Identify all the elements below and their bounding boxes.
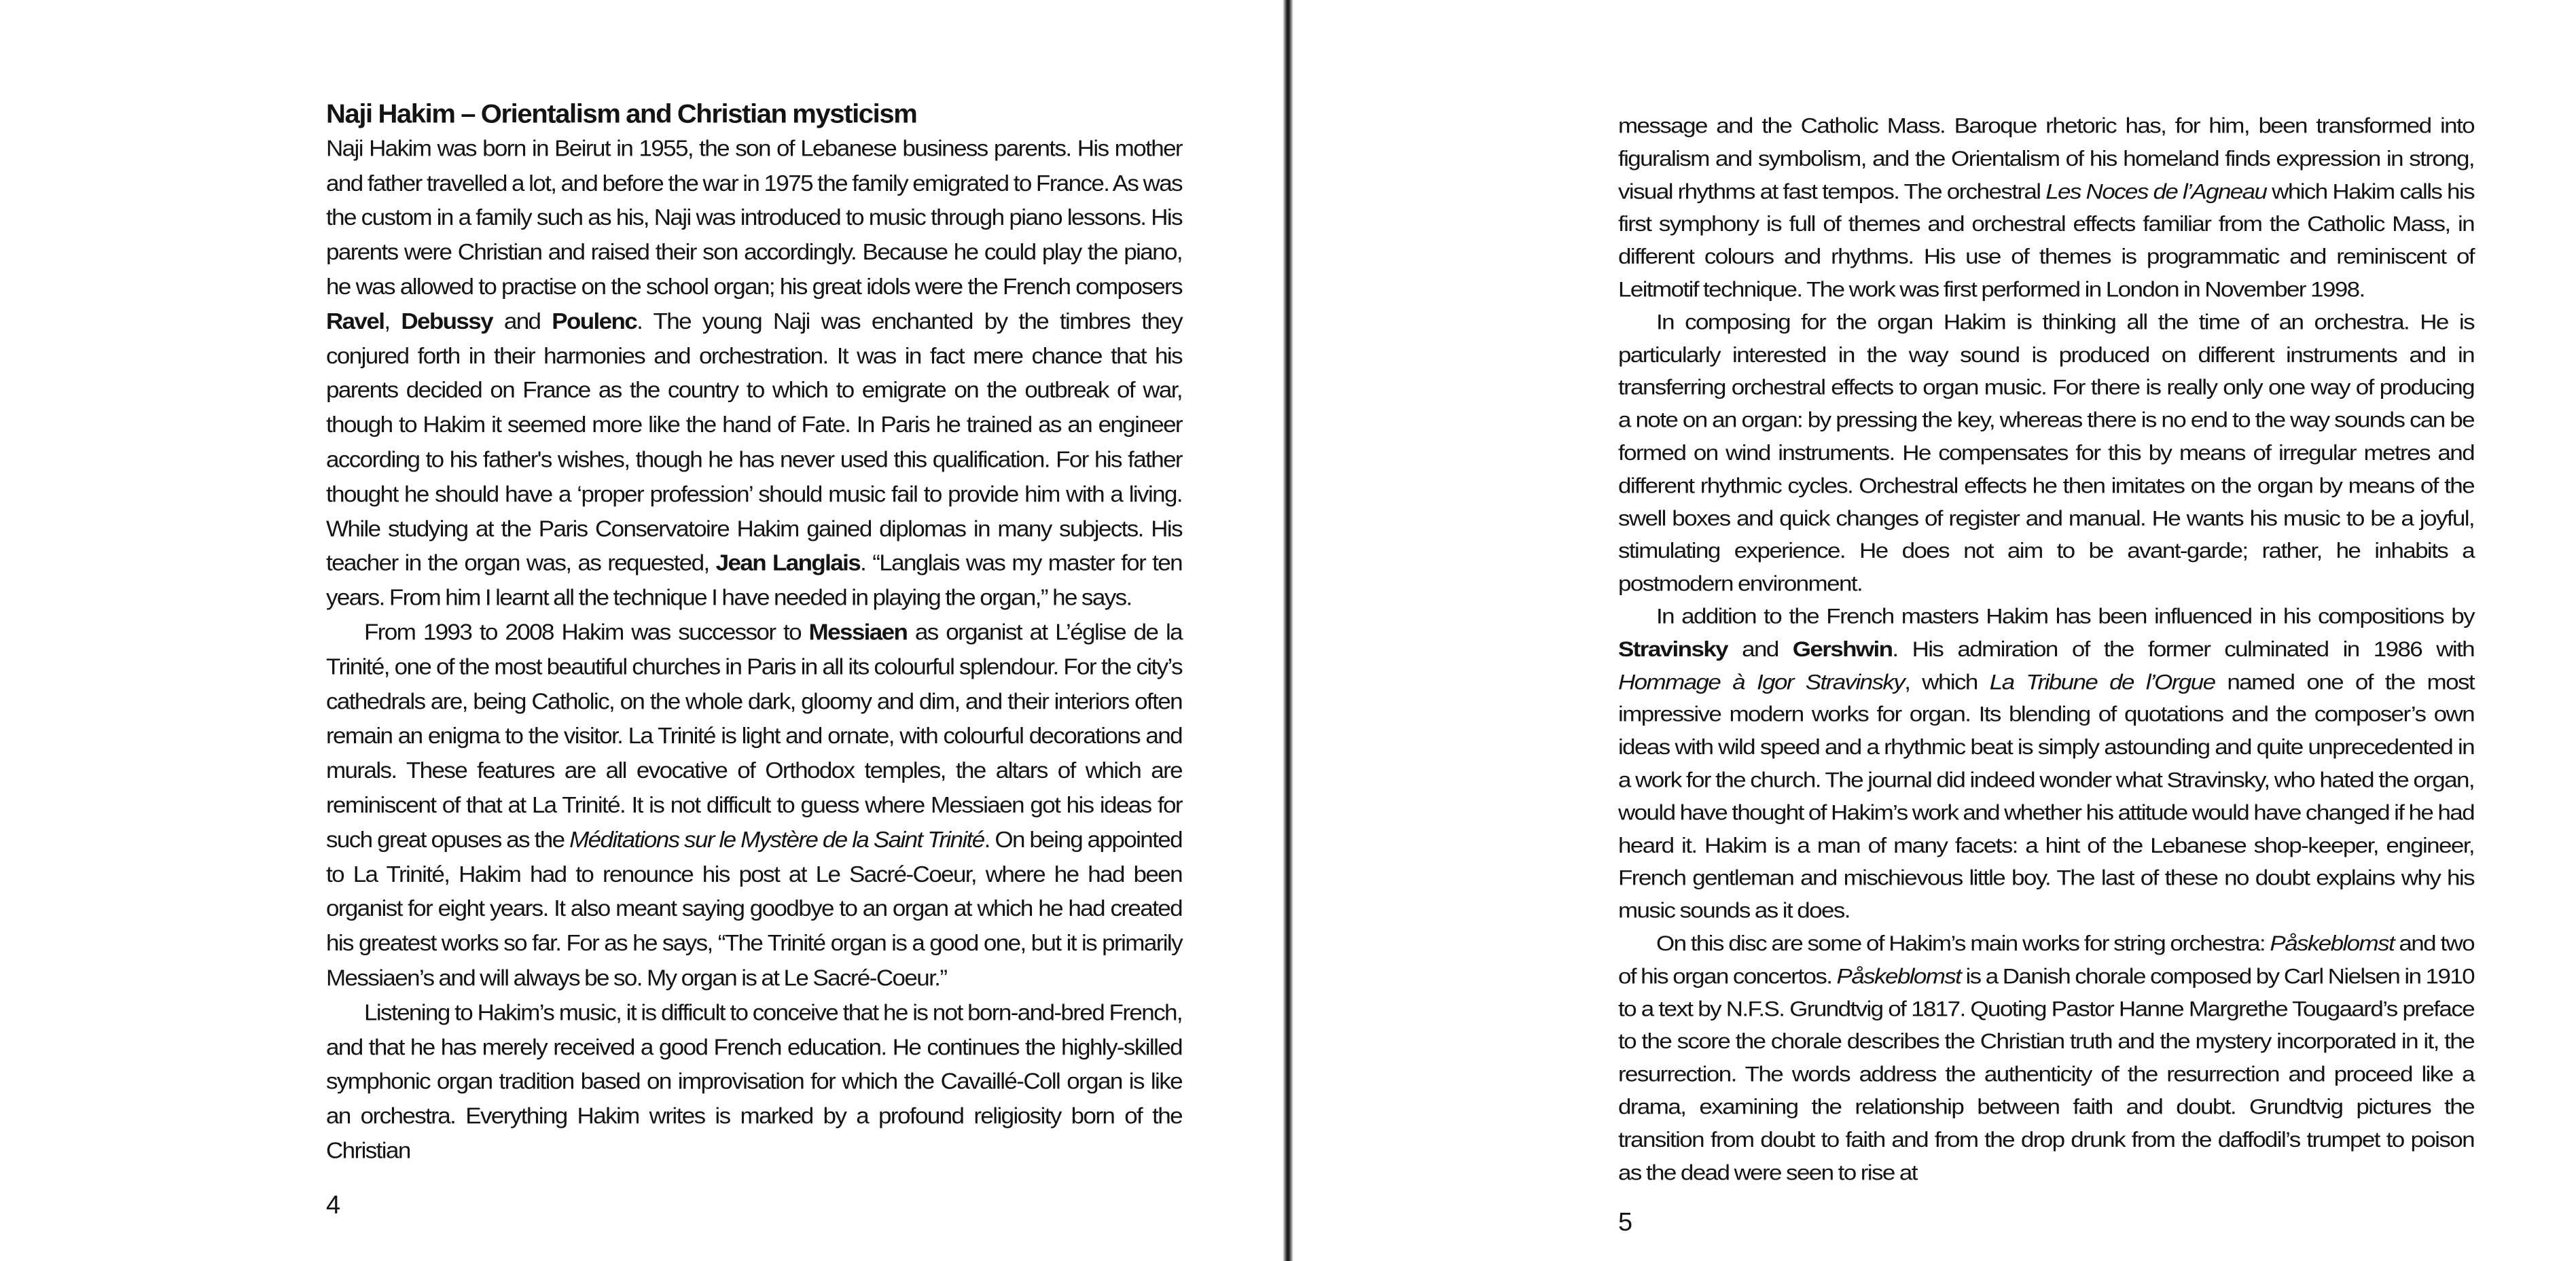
- left-text-column: [326, 97, 1182, 1169]
- italic-title: Påskeblomst: [2270, 931, 2395, 956]
- italic-title: Påskeblomst: [1836, 963, 1961, 989]
- italic-title: La Tribune de l’Orgue: [1989, 669, 2215, 694]
- paragraph: Listening to Hakim’s music, it is difficult to conceive that he is not born-and-bred French, and that he has merely received a good French education. He continues the highly-skilled symphonic organ tradition based on improvisation for which the Cavaillé-Coll organ is like an orchestra. Everything Hakim writes is marked by a profound religiosity born of the Christian: [326, 999, 1182, 1164]
- italic-title: Les Noces de l’Agneau: [2045, 179, 2267, 204]
- italic-title: Méditations sur le Mystère de la Saint Trinité: [569, 826, 984, 853]
- paragraph: In composing for the organ Hakim is thinking all the time of an orchestra. He is particularly interested in the way sound is produced on different instruments and in transferring orchestral effects to organ music. For there is really only one way of producing a note on an organ: by pressing the key, whereas there is no end to the way sounds can be formed on wind instruments. He compensates for this by means of irregular metres and different rhythmic cycles. Orchestral effects he then imitates on the organ by means of the swell boxes and quick changes of register and manual. He wants his music to be a joyful, stimulating experience. He does not aim to be avant-garde; rather, he inhabits a postmodern environment.: [1618, 310, 2474, 596]
- page-number-right: 5: [1618, 1208, 1633, 1237]
- paragraph: In addition to the French masters Hakim has been influenced in his compositions by Stravinsky and Gershwin. His admiration of the former culminated in 1986 with Hommage à Igor Stravinsky, which La Tribune de l’Orgue named one of the most impressive modern works for organ. Its blending of quotations and the composer’s own ideas with wild speed and a rhythmic beat is simply astounding and quite unprecedented in a work for the church. The journal did indeed wonder what Stravinsky, who hated the organ, would have thought of Hakim’s work and whether his attitude would have changed if he had heard it. Hakim is a man of many facets: a hint of the Lebanese shop-keeper, engineer, French gentleman and mischievous little boy. The last of these no doubt explains why his music sounds as it does.: [1618, 604, 2475, 923]
- paragraph: message and the Catholic Mass. Baroque rhetoric has, for him, been transformed into figuralism and symbolism, and the Orientalism of his homeland finds expression in strong, visual rhythms at fast tempos. The orchestral Les Noces de l’Agneau which Hakim calls his first symphony is full of themes and orchestral effects familiar from the Catholic Mass, in different colours and rhythms. His use of themes is programmatic and reminiscent of Leitmotif technique. The work was first performed in London in November 1998.: [1618, 113, 2474, 302]
- article-heading: Naji Hakim – Orientalism and Christian mysticism: [326, 99, 917, 129]
- book-gutter: [1283, 0, 1293, 1261]
- italic-title: Hommage à Igor Stravinsky: [1618, 669, 1905, 694]
- bold-name: Stravinsky: [1618, 637, 1728, 662]
- page-number-left: 4: [326, 1191, 341, 1220]
- paragraph: On this disc are some of Hakim’s main works for string orchestra: Påskeblomst and two of his organ concertos. Påskeblomst is a Danish chorale composed by Carl Nielsen in 1910 to a text by N.F.S. Grundtvig of 1817. Quoting Pastor Hanne Margrethe Tougaard’s preface to the score the chorale describes the Christian truth and the mystery incorporated in it, the resurrection. The words address the authenticity of the resurrection and proceed like a drama, examining the relationship between faith and doubt. Grundtvig pictures the transition from doubt to faith and from the drop drunk from the daffodil’s trumpet to poison as the dead were seen to rise at: [1618, 931, 2474, 1185]
- right-text-column: [1618, 110, 2474, 1189]
- bold-name: Ravel: [326, 308, 384, 334]
- bold-name: Debussy: [401, 308, 493, 334]
- paragraph: Naji Hakim was born in Beirut in 1955, the son of Lebanese business parents. His mother and father travelled a lot, and before the war in 1975 the family emigrated to France. As was the custom in a family such as his, Naji was introduced to music through piano lessons. His parents were Christian and raised their son accordingly. Because he could play the piano, he was allowed to practise on the school organ; his great idols were the French composers Ravel, Debussy and Poulenc. The young Naji was enchanted by the timbres they conjured forth in their harmonies and orchestration. It was in fact mere chance that his parents decided on France as the country to which to emigrate on the outbreak of war, though to Hakim it seemed more like the hand of Fate. In Paris he trained as an engineer according to his father's wishes, though he has never used this qualification. For his father thought he should have a ‘proper profession’ should music fail to provide him with a living. While studying at the Paris Conservatoire Hakim gained diplomas in many subjects. His teacher in the organ was, as requested, Jean Langlais. “Langlais was my master for ten years. From him I learnt all the technique I have needed in playing the organ,” he says.: [326, 135, 1182, 611]
- bold-name: Gershwin: [1792, 637, 1893, 662]
- bold-name: Jean Langlais: [715, 550, 861, 576]
- bold-name: Poulenc: [552, 308, 637, 334]
- bold-name: Messiaen: [808, 619, 908, 645]
- paragraph: From 1993 to 2008 Hakim was successor to Messiaen as organist at L’église de la Trinité, one of the most beautiful churches in Paris in all its colourful splendour. For the city’s cathedrals are, being Catholic, on the whole dark, gloomy and dim, and their interiors often remain an enigma to the visitor. La Trinité is light and ornate, with colourful decorations and murals. These features are all evocative of Orthodox temples, the altars of which are reminiscent of that at La Trinité. It is not difficult to guess where Messiaen got his ideas for such great opuses as the Méditations sur le Mystère de la Saint Trinité. On being appointed to La Trinité, Hakim had to renounce his post at Le Sacré-Coeur, where he had been organist for eight years. It also meant saying goodbye to an organ at which he had created his greatest works so far. For as he says, “The Trinité organ is a good one, but it is primarily Messiaen’s and will always be so. My organ is at Le Sacré-Coeur.”: [326, 619, 1183, 991]
